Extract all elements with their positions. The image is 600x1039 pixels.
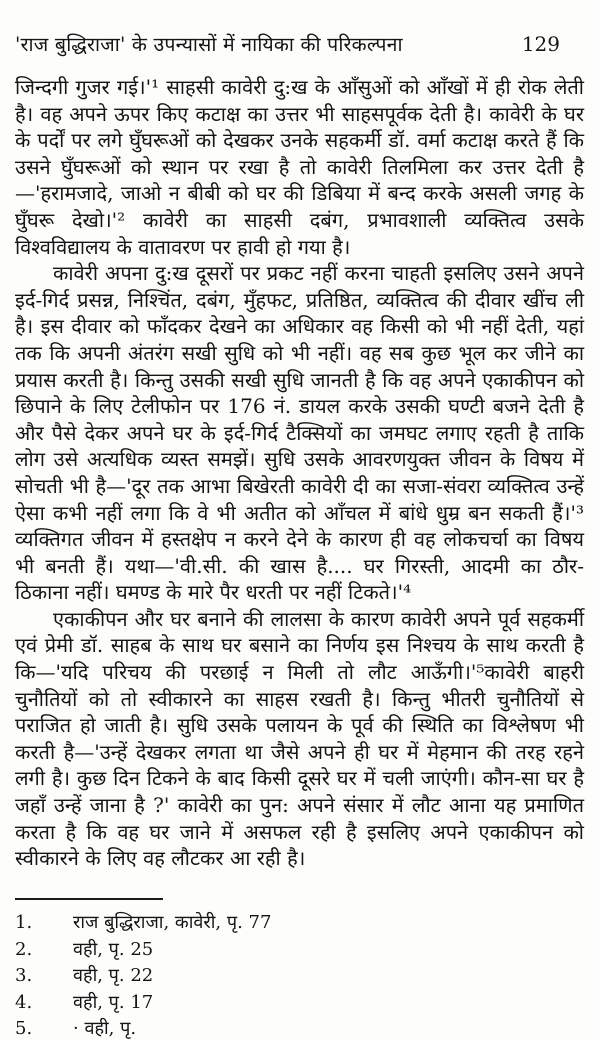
footnote-item [15,990,584,1017]
footnotes-section [15,898,584,1039]
footnote-number: 5. [15,1018,33,1039]
footnote-separator [15,898,163,900]
footnote-item [15,937,584,964]
footnote-text: राज बुद्धिराजा, कावेरी, पृ. 77 [73,912,272,933]
footnote-item [15,963,584,990]
running-title: 'राज बुद्धिराजा' के उपन्यासों में नायिका की परिकल्पना [15,33,403,56]
footnote-number: 4. [15,991,33,1013]
paragraph-3: एकाकीपन और घर बनाने की लालसा के कारण कावेरी अपने पूर्व सहकर्मी एवं प्रेमी डॉ. साहब के साथ घर बसाने का निर्णय इस निश्चय के साथ करती है कि—'यदि परिचय की परछाई न मिली तो लौट आऊँगी।'⁵कावेरी बाहरी चुनौतियों को तो स्वीकारने का साहस रखती है। किन्तु भीतरी चुनौतियों से पराजित हो जाती है। सुधि उसके पलायन के पूर्व की स्थिति का विश्लेषण भी करती है—'उन्हें देखकर लगता था जैसे अपने ही घर में मेहमान की तरह रहने लगी है। कुछ दिन टिकने के बाद किसी दूसरे घर में चली जाएंगी। कौन-सा घर है जहाँ उन्हें जाना है ?' कावेरी का पुन: अपने संसार में लौट आना यह प्रमाणित करता है कि वह घर जाने में असफल रही है इसलिए अपने एकाकीपन को स्वीकारने के लिए वह लौटकर आ रही है। [15,606,584,871]
footnote-item [15,910,584,937]
footnote-text: वही, पृ. 17 [73,991,154,1013]
page-number: 129 [521,32,560,56]
paragraph-2: कावेरी अपना दु:ख दूसरों पर प्रकट नहीं करना चाहती इसलिए उसने अपने इर्द-गिर्द प्रसन्न, निश्चिंत, दबंग, मुँहफट, प्रतिष्ठित, व्यक्तित्व की दीवार खींच ली है। इस दीवार को फाँदकर देखने का अधिकार वह किसी को भी नहीं देती, यहां तक कि अपनी अंतरंग सखी सुधि को भी नहीं। वह सब कुछ भूल कर जीने का प्रयास करती है। किन्तु उसकी सखी सुधि जानती है कि वह अपने एकाकीपन को छिपाने के लिए टेलीफोन पर 176 नं. डायल करके उसकी घण्टी बजने देती है और पैसे देकर अपने घर के इर्द-गिर्द टैक्सियों का जमघट लगाए रहती है ताकि लोग उसे अत्यधिक व्यस्त समझें। सुधि उसके आवरणयुक्त जीवन के विषय में सोचती भी है—'दूर तक आभा बिखेरती कावेरी दी का सजा-संवरा व्यक्तित्व उन्हें ऐसा कभी नहीं लगा कि वे भी अतीत को आँचल में बांधे धुम्र बन सकती हैं।'³ व्यक्तिगत जीवन में हस्तक्षेप न करने देने के कारण ही वह लोकचर्चा का विषय भी बनती हैं। यथा—'वी.सी. की खास है.... घर गिरस्ती, आदमी का ठौर-ठिकाना नहीं। घमण्ड के मारे पैर धरती पर नहीं टिकते।'⁴ [15,261,584,605]
paragraph-1: जिन्दगी गुजर गई।'¹ साहसी कावेरी दु:ख के आँसुओं को आँखों में ही रोक लेती है। वह अपने ऊपर किए कटाक्ष का उत्तर भी साहसपूर्वक देती है। कावेरी के घर के पर्दों पर लगे घुँघरूओं को देखकर उनके सहकर्मी डॉ. वर्मा कटाक्ष करते हैं कि उसने घुँघरूओं को स्थान पर रखा है तो कावेरी तिलमिला कर उत्तर देती है—'हरामजादे, जाओ न बीबी को घर की डिबिया में बन्द करके असली जगह के घुँघरू देखो।'² कावेरी का साहसी दबंग, प्रभावशाली व्यक्तित्व उसके विश्वविद्यालय के वातावरण पर हावी हो गया है। [15,75,584,259]
page-header [15,30,584,57]
footnote-text: वही, पृ. 22 [73,965,154,986]
footnote-number: 3. [15,965,33,986]
body-text [15,74,584,872]
footnote-number: 1. [15,912,33,933]
footnote-text: · वही, पृ. [73,1018,137,1039]
footnote-text: वही, पृ. 25 [73,938,154,960]
footnote-number: 2. [15,938,33,960]
footnote-item [15,1016,584,1039]
